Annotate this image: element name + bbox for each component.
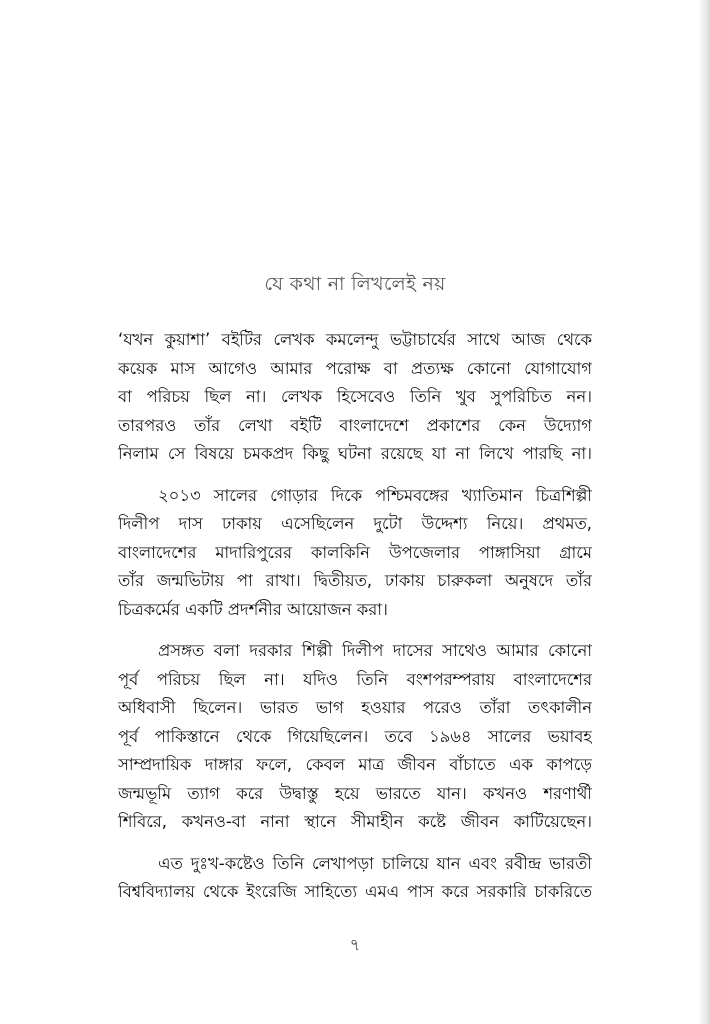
- text-line: অধিবাসী ছিলেন। ভারত ভাগ হওয়ার পরেও তাঁরা তৎকালীন: [118, 698, 592, 717]
- paragraph-4: [118, 850, 592, 907]
- text-line: তারপরও তাঁর লেখা বইটি বাংলাদেশে প্রকাশের কেন উদ্যোগ: [118, 415, 592, 435]
- text-line: শিবিরে, কখনও-বা নানা স্থানে সীমাহীন কষ্টে জীবন কাটিয়েছেন।: [118, 812, 592, 831]
- paragraph-2: [118, 482, 592, 625]
- text-line: চিত্রকর্মের একটি প্রদর্শনীর আয়োজন করা।: [118, 599, 388, 619]
- page-edge-shadow: [698, 0, 710, 1024]
- text-line: প্রসঙ্গত বলা দরকার শিল্পী দিলীপ দাসের সাথেও আমার কোনো: [158, 641, 592, 660]
- text-line: পূর্ব পাকিস্তানে থেকে গিয়েছিলেন। তবে ১৯৬৪ সালের ভয়াবহ: [118, 726, 592, 746]
- text-line: দিলীপ দাস ঢাকায় এসেছিলেন দুটো উদ্দেশ্য নিয়ে। প্রথমত,: [118, 514, 592, 533]
- text-line: বিশ্ববিদ্যালয় থেকে ইংরেজি সাহিত্যে এমএ পাস করে সরকারি চাকরিতে: [118, 882, 592, 901]
- text-line: ‘যখন কুয়াশা’ বইটির লেখক কমলেন্দু ভট্টাচার্যের সাথে আজ থেকে: [118, 330, 592, 349]
- text-line: কয়েক মাস আগেও আমার পরোক্ষ বা প্রত্যক্ষ কোনো যোগাযোগ: [118, 358, 592, 378]
- page-number: ৭: [349, 935, 361, 954]
- text-line: পূর্ব পরিচয় ছিল না। যদিও তিনি বংশপরম্পরায় বাংলাদেশের: [118, 669, 592, 689]
- text-line: নিলাম সে বিষয়ে চমকপ্রদ কিছু ঘটনা রয়েছে যা না লিখে পারছি না।: [118, 444, 592, 463]
- text-line: ২০১৩ সালের গোড়ার দিকে পশ্চিমবঙ্গের খ্যাতিমান চিত্রশিল্পী: [158, 485, 592, 505]
- text-line: সাম্প্রদায়িক দাঙ্গার ফলে, কেবল মাত্র জীবন বাঁচাতে এক কাপড়ে: [118, 755, 592, 774]
- paragraph-1: [118, 326, 592, 469]
- text-line: তাঁর জন্মভিটায় পা রাখা। দ্বিতীয়ত, ঢাকায় চারুকলা অনুষদে তাঁর: [118, 571, 592, 590]
- text-line: এত দুঃখ-কষ্টেও তিনি লেখাপড়া চালিয়ে যান এবং রবীন্দ্র ভারতী: [158, 853, 592, 873]
- text-line: বা পরিচয় ছিল না। লেখক হিসেবেও তিনি খুব সুপরিচিত নন।: [118, 387, 592, 406]
- text-line: বাংলাদেশের মাদারিপুরের কালকিনি উপজেলার পাঙ্গাসিয়া গ্রামে: [118, 542, 592, 562]
- page-title: যে কথা না লিখলেই নয়: [264, 273, 446, 295]
- text-line: জন্মভূমি ত্যাগ করে উদ্বাস্তু হয়ে ভারতে যান। কখনও শরণার্থী: [118, 783, 592, 803]
- paragraph-3: [118, 637, 592, 837]
- body-text: [118, 326, 592, 920]
